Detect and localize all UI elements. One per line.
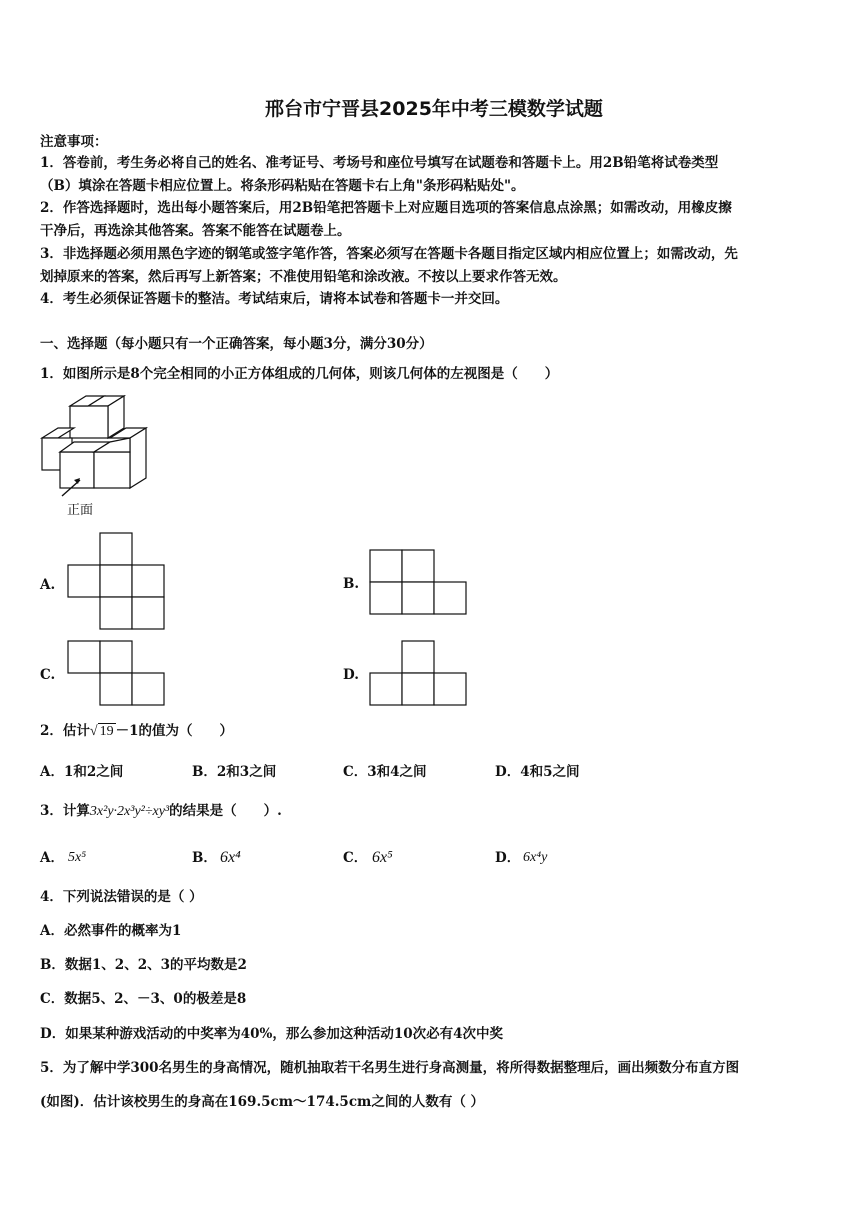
q4-option-c: C．数据5、2、－3、0的极差是8 xyxy=(40,991,247,1007)
q2-stem xyxy=(40,722,233,741)
q3-option-a-value: 5x⁵ xyxy=(68,850,87,865)
q2-stem-post: －1的值为（ ） xyxy=(115,723,233,739)
notice-heading: 注意事项： xyxy=(40,134,108,150)
notice-line-5: 3．非选择题必须用黑色字迹的钢笔或签字笔作答，答案必须写在答题卡各题目指定区域内相应位置上；如需改动，先 xyxy=(40,246,738,262)
q4-option-b: B．数据1、2、2、3的平均数是2 xyxy=(40,957,247,973)
section-heading: 一、选择题（每小题只有一个正确答案，每小题3分，满分30分） xyxy=(40,336,433,352)
notice-line-6: 划掉原来的答案，然后再写上新答案；不准使用铅笔和涂改液。不按以上要求作答无效。 xyxy=(40,269,567,285)
q3-stem-pre: 3．计算 xyxy=(40,803,90,819)
q2-option-a: A．1和2之间 xyxy=(40,764,124,780)
q1-option-b-label: B. xyxy=(343,576,360,592)
q3-option-b-value: 6x⁴ xyxy=(220,849,241,866)
q2-stem-pre: 2．估计 xyxy=(40,723,90,739)
q3-option-d-value: 6x⁴y xyxy=(523,850,548,865)
q3-expression: 3x²y·2x³y²÷xy³ xyxy=(89,804,170,819)
q1-option-a-figure xyxy=(66,532,168,632)
q5-stem-line-2: (如图)．估计该校男生的身高在169.5cm～174.5cm之间的人数有（ ） xyxy=(40,1094,485,1110)
q4-stem: 4．下列说法错误的是（ ） xyxy=(40,889,203,905)
notice-line-4: 干净后，再选涂其他答案。答案不能答在试题卷上。 xyxy=(40,223,351,239)
q3-stem-post: 的结果是（ ）. xyxy=(169,803,282,819)
q3-stem xyxy=(40,802,282,821)
q3-option-b-label: B． xyxy=(192,850,217,866)
q1-option-d-figure xyxy=(368,639,470,707)
notice-line-7: 4．考生必须保证答题卡的整洁。考试结束后，请将本试卷和答题卡一并交回。 xyxy=(40,291,509,307)
q1-option-c-label: C. xyxy=(40,667,56,683)
q3-option-c-label: C． xyxy=(343,850,368,866)
q4-option-a: A．必然事件的概率为1 xyxy=(40,923,182,939)
notice-line-2: （B）填涂在答题卡相应位置上。将条形码粘贴在答题卡右上角"条形码粘贴处"。 xyxy=(40,178,525,194)
q1-option-c-figure xyxy=(66,639,168,707)
q1-front-label: 正面 xyxy=(67,503,94,518)
notice-line-1: 1．答卷前，考生务必将自己的姓名、准考证号、考场号和座位号填写在试题卷和答题卡上。用2B铅笔将试卷类型 xyxy=(40,155,719,171)
q1-option-d-label: D. xyxy=(343,667,359,683)
page-title: 邢台市宁晋县2025年中考三模数学试题 xyxy=(265,98,603,120)
q1-option-a-label: A. xyxy=(40,577,56,593)
q1-stem: 1．如图所示是8个完全相同的小正方体组成的几何体，则该几何体的左视图是（ ） xyxy=(40,366,559,382)
q1-option-b-figure xyxy=(368,548,470,616)
q5-stem-line-1: 5．为了解中学300名男生的身高情况，随机抽取若干名男生进行身高测量，将所得数据整理后，画出频数分布直方图 xyxy=(40,1060,740,1076)
notice-line-3: 2．作答选择题时，选出每小题答案后，用2B铅笔把答题卡上对应题目选项的答案信息点涂黑；如需改动，用橡皮擦 xyxy=(40,200,732,216)
q2-sqrt: √ 19 xyxy=(89,724,114,739)
q3-option-a-label: A． xyxy=(40,850,64,866)
q2-radicand: 19 xyxy=(99,724,114,739)
q2-option-b: B．2和3之间 xyxy=(192,764,277,780)
q2-option-d: D．4和5之间 xyxy=(495,764,580,780)
q3-option-c-value: 6x⁵ xyxy=(372,849,393,866)
q1-cube-figure xyxy=(38,392,150,522)
q2-option-c: C．3和4之间 xyxy=(343,764,427,780)
q3-option-d-label: D． xyxy=(495,850,521,866)
q4-option-d: D．如果某种游戏活动的中奖率为40%，那么参加这种活动10次必有4次中奖 xyxy=(40,1026,504,1042)
